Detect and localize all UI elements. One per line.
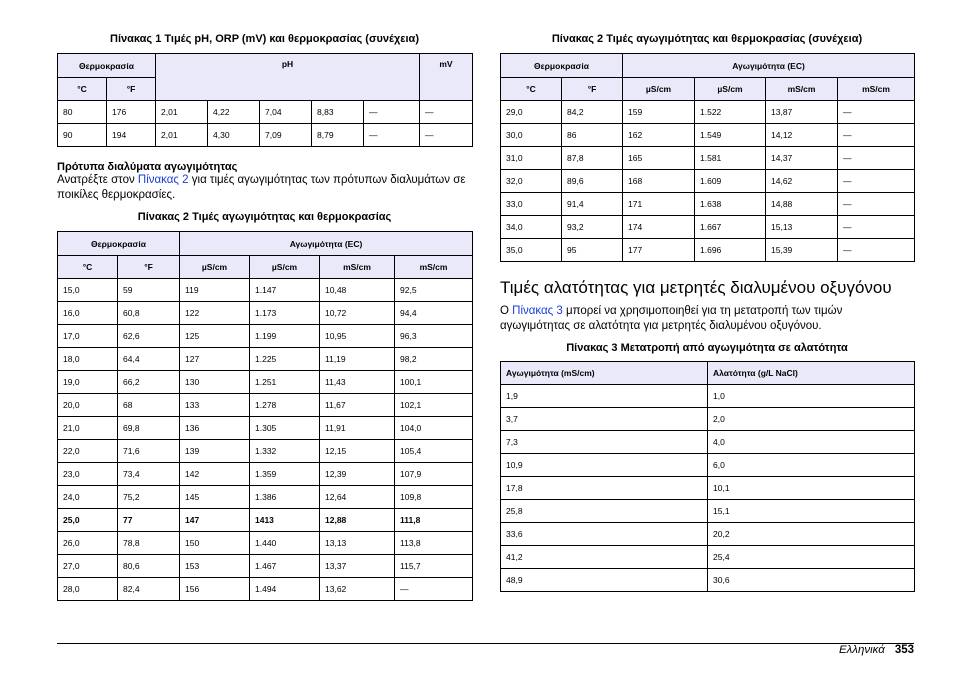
table-cell: 73,4 — [118, 463, 180, 486]
table-cell: 25,4 — [708, 546, 915, 569]
table-cell: 1,9 — [501, 385, 708, 408]
table-cell: 1.696 — [695, 239, 766, 262]
table-cell: 60,8 — [118, 302, 180, 325]
table-cell: 1.581 — [695, 147, 766, 170]
table-row — [58, 440, 473, 463]
header-conductivity: Αγωγιμότητα (EC) — [623, 54, 915, 78]
header-unit: µS/cm — [695, 78, 766, 101]
header-ph: pH — [156, 54, 420, 101]
salinity-heading: Τιμές αλατότητας για μετρητές διαλυμένου οξυγόνου — [500, 278, 892, 297]
header-mv: mV — [420, 54, 473, 101]
table-cell: 30,0 — [501, 124, 562, 147]
table-cell: 78,8 — [118, 532, 180, 555]
table-row — [58, 325, 473, 348]
table-cell: 91,4 — [562, 193, 623, 216]
table-cell: 98,2 — [395, 348, 473, 371]
header-celsius: °C — [58, 256, 118, 279]
table-cell: 109,8 — [395, 486, 473, 509]
table-cell: 11,91 — [320, 417, 395, 440]
table-cell: 20,2 — [708, 523, 915, 546]
table-cell: 96,3 — [395, 325, 473, 348]
table-row — [58, 101, 473, 124]
table-row — [58, 509, 473, 532]
header-fahrenheit: °F — [118, 256, 180, 279]
table-row — [501, 239, 915, 262]
table-cell: 14,62 — [766, 170, 838, 193]
table-cell: 20,0 — [58, 394, 118, 417]
table-row — [501, 523, 915, 546]
table-cell: 15,1 — [708, 500, 915, 523]
table-cell: 12,39 — [320, 463, 395, 486]
table-cell: 107,9 — [395, 463, 473, 486]
table-cell: 13,37 — [320, 555, 395, 578]
table-cell: 66,2 — [118, 371, 180, 394]
table-cell: 68 — [118, 394, 180, 417]
left-column — [57, 32, 472, 601]
table-cell: 1.359 — [250, 463, 320, 486]
table-cell: 13,13 — [320, 532, 395, 555]
table-cell: 13,62 — [320, 578, 395, 601]
table-cell: 1.147 — [250, 279, 320, 302]
table-cell: — — [838, 239, 915, 262]
table-row — [501, 170, 915, 193]
table-cell: 27,0 — [58, 555, 118, 578]
table-cell: 177 — [623, 239, 695, 262]
table-row — [501, 569, 915, 592]
table-cell: 12,15 — [320, 440, 395, 463]
table2-link[interactable]: Πίνακας 2 — [137, 174, 189, 186]
table-cell: 21,0 — [58, 417, 118, 440]
table-cell: 31,0 — [501, 147, 562, 170]
table-cell: 32,0 — [501, 170, 562, 193]
table-cell: 1.278 — [250, 394, 320, 417]
table-cell: 10,48 — [320, 279, 395, 302]
table3-caption: Πίνακας 3 Μετατροπή από αγωγιμότητα σε αλατότητα — [566, 342, 848, 354]
table-row — [501, 147, 915, 170]
table-cell: 80 — [58, 101, 107, 124]
header-unit: mS/cm — [395, 256, 473, 279]
table-cell: 95 — [562, 239, 623, 262]
table-cell: 29,0 — [501, 101, 562, 124]
header-unit: µS/cm — [623, 78, 695, 101]
table-row — [58, 555, 473, 578]
table-cell: 64,4 — [118, 348, 180, 371]
table-cell: 22,0 — [58, 440, 118, 463]
table-cell: 145 — [180, 486, 250, 509]
table-cell: 14,37 — [766, 147, 838, 170]
table-cell: 1.305 — [250, 417, 320, 440]
salinity-paragraph — [500, 304, 914, 334]
table-cell: 147 — [180, 509, 250, 532]
table-row — [58, 124, 473, 147]
table-row — [501, 385, 915, 408]
table-cell: 142 — [180, 463, 250, 486]
header-unit: µS/cm — [250, 256, 320, 279]
table-cell: — — [838, 147, 915, 170]
table-cell: 1.494 — [250, 578, 320, 601]
header-temperature: Θερμοκρασία — [58, 232, 180, 256]
table-cell: 165 — [623, 147, 695, 170]
table-cell: — — [838, 170, 915, 193]
table2-continued-body — [501, 101, 915, 262]
table-cell: 8,79 — [312, 124, 364, 147]
table-cell: 14,88 — [766, 193, 838, 216]
table-cell: 11,67 — [320, 394, 395, 417]
page-number: 353 — [894, 644, 914, 656]
header-celsius: °C — [58, 78, 107, 101]
table-row — [58, 463, 473, 486]
table-cell: 171 — [623, 193, 695, 216]
table-cell: 2,01 — [156, 124, 208, 147]
table-cell: 1.332 — [250, 440, 320, 463]
table-cell: 59 — [118, 279, 180, 302]
standards-paragraph — [57, 173, 472, 203]
table3 — [500, 361, 915, 592]
table-cell: 48,9 — [501, 569, 708, 592]
table-cell: 7,09 — [260, 124, 312, 147]
table-row — [501, 101, 915, 124]
table-row — [58, 279, 473, 302]
table-cell: 14,12 — [766, 124, 838, 147]
table-row — [501, 216, 915, 239]
table2-continued-caption: Πίνακας 2 Τιμές αγωγιμότητας και θερμοκρασίας (συνέχεια) — [551, 33, 863, 45]
table-cell: 15,13 — [766, 216, 838, 239]
table-cell: 25,8 — [501, 500, 708, 523]
table-cell: 2,0 — [708, 408, 915, 431]
header-unit: mS/cm — [766, 78, 838, 101]
table-cell: 89,6 — [562, 170, 623, 193]
table-cell: 62,6 — [118, 325, 180, 348]
table-cell: 1.199 — [250, 325, 320, 348]
header-fahrenheit: °F — [107, 78, 156, 101]
table-cell: — — [364, 101, 420, 124]
table1-body — [58, 101, 473, 147]
table-row — [58, 394, 473, 417]
table-cell: 1.638 — [695, 193, 766, 216]
table-cell: 17,0 — [58, 325, 118, 348]
table-cell: 153 — [180, 555, 250, 578]
table-cell: 113,8 — [395, 532, 473, 555]
table-cell: 111,8 — [395, 509, 473, 532]
table1-caption: Πίνακας 1 Τιμές pH, ORP (mV) και θερμοκρασίας (συνέχεια) — [110, 33, 419, 45]
header-salinity: Αλατότητα (g/L NaCl) — [708, 362, 915, 385]
table-cell: 28,0 — [58, 578, 118, 601]
table-cell: 122 — [180, 302, 250, 325]
table-row — [58, 532, 473, 555]
table-cell: 125 — [180, 325, 250, 348]
table-cell: 136 — [180, 417, 250, 440]
table-cell: 34,0 — [501, 216, 562, 239]
table-cell: 30,6 — [708, 569, 915, 592]
table-cell: 176 — [107, 101, 156, 124]
table-cell: 2,01 — [156, 101, 208, 124]
table-cell: 1.225 — [250, 348, 320, 371]
table-cell: 84,2 — [562, 101, 623, 124]
table-row — [501, 546, 915, 569]
table-cell: 26,0 — [58, 532, 118, 555]
table-cell: 18,0 — [58, 348, 118, 371]
table-cell: 33,6 — [501, 523, 708, 546]
table-cell: 104,0 — [395, 417, 473, 440]
table-cell: 156 — [180, 578, 250, 601]
table-cell: 4,0 — [708, 431, 915, 454]
table-row — [58, 486, 473, 509]
table-cell: 168 — [623, 170, 695, 193]
table-row — [501, 431, 915, 454]
table-row — [58, 417, 473, 440]
table-cell: 86 — [562, 124, 623, 147]
header-fahrenheit: °F — [562, 78, 623, 101]
header-unit: mS/cm — [838, 78, 915, 101]
table3-body — [501, 385, 915, 592]
table-cell: 71,6 — [118, 440, 180, 463]
table-cell: 4,30 — [208, 124, 260, 147]
table-cell: 1413 — [250, 509, 320, 532]
right-column — [500, 32, 914, 592]
table-row — [501, 193, 915, 216]
table-cell: 10,95 — [320, 325, 395, 348]
table-cell: 133 — [180, 394, 250, 417]
footer — [839, 644, 914, 656]
table-cell: 3,7 — [501, 408, 708, 431]
table2 — [57, 231, 473, 601]
table-cell: 87,8 — [562, 147, 623, 170]
table-cell: 162 — [623, 124, 695, 147]
table-cell: 12,64 — [320, 486, 395, 509]
table-cell: 75,2 — [118, 486, 180, 509]
table-cell: 11,19 — [320, 348, 395, 371]
table-cell: 1,0 — [708, 385, 915, 408]
table-cell: 69,8 — [118, 417, 180, 440]
table-cell: 23,0 — [58, 463, 118, 486]
header-celsius: °C — [501, 78, 562, 101]
table-cell: 13,87 — [766, 101, 838, 124]
table-cell: 1.609 — [695, 170, 766, 193]
table-cell: — — [838, 193, 915, 216]
salinity-text-before: Ο — [500, 305, 513, 317]
table-cell: 1.386 — [250, 486, 320, 509]
table2-caption: Πίνακας 2 Τιμές αγωγιμότητας και θερμοκρασίας — [137, 211, 392, 223]
table-cell: 92,5 — [395, 279, 473, 302]
table-cell: 90 — [58, 124, 107, 147]
table-cell: 4,22 — [208, 101, 260, 124]
table-cell: 139 — [180, 440, 250, 463]
table-cell: — — [364, 124, 420, 147]
table-cell: 15,0 — [58, 279, 118, 302]
table-cell: — — [420, 101, 473, 124]
header-unit: mS/cm — [320, 256, 395, 279]
table-cell: 130 — [180, 371, 250, 394]
table-cell: 1.549 — [695, 124, 766, 147]
table-cell: 94,4 — [395, 302, 473, 325]
table-row — [501, 454, 915, 477]
table-row — [501, 477, 915, 500]
table-cell: 1.440 — [250, 532, 320, 555]
table-cell: 8,83 — [312, 101, 364, 124]
table-cell: 17,8 — [501, 477, 708, 500]
header-temperature: Θερμοκρασία — [58, 54, 156, 78]
table-cell: 105,4 — [395, 440, 473, 463]
table-cell: 1.522 — [695, 101, 766, 124]
table-cell: 1.467 — [250, 555, 320, 578]
table-row — [58, 371, 473, 394]
table-cell: — — [395, 578, 473, 601]
table-cell: 7,04 — [260, 101, 312, 124]
table-cell: 174 — [623, 216, 695, 239]
table-cell: 80,6 — [118, 555, 180, 578]
table-cell: 102,1 — [395, 394, 473, 417]
standards-text-after: για τιμές αγωγιμότητας των πρότυπων διαλυμάτων σε ποικίλες θερμοκρασίες. — [57, 174, 466, 201]
table-cell: — — [838, 101, 915, 124]
table-cell: — — [838, 216, 915, 239]
header-temperature: Θερμοκρασία — [501, 54, 623, 78]
table3-link[interactable]: Πίνακας 3 — [512, 305, 563, 317]
table-cell: 127 — [180, 348, 250, 371]
table-cell: 16,0 — [58, 302, 118, 325]
table2-continued — [500, 53, 915, 262]
table-cell: — — [838, 124, 915, 147]
table-cell: 15,39 — [766, 239, 838, 262]
table-cell: 1.667 — [695, 216, 766, 239]
table-cell: 100,1 — [395, 371, 473, 394]
standards-text-before: Ανατρέξτε στον — [57, 174, 138, 186]
table-cell: 93,2 — [562, 216, 623, 239]
header-conductivity: Αγωγιμότητα (mS/cm) — [501, 362, 708, 385]
table-row — [501, 124, 915, 147]
table-cell: 150 — [180, 532, 250, 555]
table-cell: 41,2 — [501, 546, 708, 569]
table-cell: 77 — [118, 509, 180, 532]
table-cell: 1.251 — [250, 371, 320, 394]
table-row — [58, 348, 473, 371]
table-row — [501, 500, 915, 523]
table-cell: 159 — [623, 101, 695, 124]
table-cell: 12,88 — [320, 509, 395, 532]
table-cell: 6,0 — [708, 454, 915, 477]
table1 — [57, 53, 473, 147]
table-cell: 10,1 — [708, 477, 915, 500]
table-cell: 35,0 — [501, 239, 562, 262]
footer-language: Ελληνικά — [838, 644, 885, 656]
header-unit: µS/cm — [180, 256, 250, 279]
table-cell: 19,0 — [58, 371, 118, 394]
table-cell: 10,72 — [320, 302, 395, 325]
table-cell: 82,4 — [118, 578, 180, 601]
table2-body — [58, 279, 473, 601]
footer-rule — [57, 643, 914, 644]
table-cell: 115,7 — [395, 555, 473, 578]
table-row — [58, 578, 473, 601]
table-cell: 194 — [107, 124, 156, 147]
table-cell: 7,3 — [501, 431, 708, 454]
table-cell: — — [420, 124, 473, 147]
table-cell: 33,0 — [501, 193, 562, 216]
table-cell: 10,9 — [501, 454, 708, 477]
header-conductivity: Αγωγιμότητα (EC) — [180, 232, 473, 256]
standards-heading: Πρότυπα διαλύματα αγωγιμότητας — [57, 161, 238, 173]
table-cell: 24,0 — [58, 486, 118, 509]
table-row — [501, 408, 915, 431]
table-cell: 11,43 — [320, 371, 395, 394]
table-cell: 25,0 — [58, 509, 118, 532]
table-cell: 119 — [180, 279, 250, 302]
table-row — [58, 302, 473, 325]
salinity-text-after: μπορεί να χρησιμοποιηθεί για τη μετατροπή των τιμών αγωγιμότητας σε αλατότητα για μετρητές διαλυμένου οξυγόνου. — [500, 305, 843, 332]
table-cell: 1.173 — [250, 302, 320, 325]
